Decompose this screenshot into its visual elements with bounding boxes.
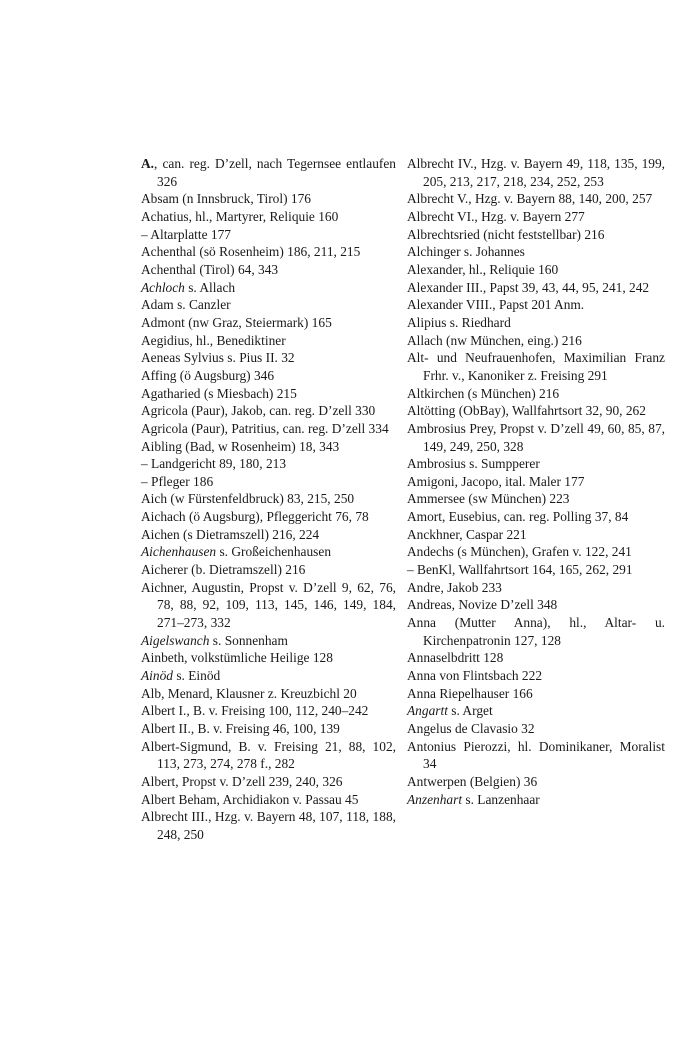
index-entry-text: Alt- und Neufrauenhofen, Maximilian Franz Frhr. v., Kanoniker z. Freising 291 <box>407 350 665 383</box>
index-entry <box>407 508 665 526</box>
index-entry <box>141 632 396 650</box>
index-entry-text: Albert-Sigmund, B. v. Freising 21, 88, 102, 113, 273, 274, 278 f., 282 <box>141 738 396 772</box>
index-entry <box>141 367 396 385</box>
index-entry-text: Amigoni, Jacopo, ital. Maler 177 <box>407 473 585 489</box>
index-entry-text: – Landgericht 89, 180, 213 <box>141 456 287 472</box>
index-entry-text: Achenthal (sö Rosenheim) 186, 211, 215 <box>141 244 361 260</box>
index-entry <box>141 667 396 685</box>
index-entry-text: Andechs (s München), Grafen v. 122, 241 <box>407 544 632 560</box>
index-column-right <box>407 155 665 808</box>
index-entry-headword: A. <box>141 156 155 171</box>
index-entry <box>141 720 396 738</box>
index-entry-text: Andre, Jakob 233 <box>407 579 502 595</box>
index-entry-text: Aegidius, hl., Benediktiner <box>141 332 286 348</box>
index-entry-text: Alb, Menard, Klausner z. Kreuzbichl 20 <box>141 685 357 701</box>
index-entry <box>407 332 665 350</box>
index-entry <box>407 791 665 809</box>
index-entry <box>407 667 665 685</box>
index-entry <box>141 773 396 791</box>
index-entry <box>141 208 396 226</box>
index-entry <box>141 438 396 456</box>
index-entry-text: Angelus de Clavasio 32 <box>407 721 535 736</box>
index-entry-text: , can. reg. D’zell, nach Tegernsee entlaufen 326 <box>154 156 396 189</box>
index-entry <box>407 579 665 597</box>
index-entry <box>141 455 396 473</box>
index-entry-headword: Achloch <box>141 279 185 295</box>
index-entry-text: Achenthal (Tirol) 64, 343 <box>141 261 279 277</box>
index-entry-text: Alexander, hl., Reliquie 160 <box>407 261 559 277</box>
index-entry-text: s. Einöd <box>173 668 221 684</box>
index-entry-text: Adam s. Canzler <box>141 297 231 313</box>
index-entry-headword: Ainöd <box>141 668 173 684</box>
index-entry <box>141 349 396 367</box>
index-entry-text: Ambrosius Prey, Propst v. D’zell 49, 60, 85, 87, 149, 249, 250, 328 <box>407 420 665 454</box>
index-entry <box>141 490 396 508</box>
index-entry-headword: Aichenhausen <box>141 544 217 560</box>
index-entry <box>407 614 665 649</box>
index-entry <box>141 226 396 244</box>
index-entry-headword: Aigelswanch <box>141 632 210 648</box>
index-column-left <box>141 155 396 844</box>
index-entry <box>407 296 665 314</box>
index-entry <box>407 561 665 579</box>
index-entry-text: s. Lanzenhaar <box>462 791 540 807</box>
index-entry-text: Anna Riepelhauser 166 <box>407 685 533 701</box>
index-entry <box>141 385 396 403</box>
index-entry <box>407 720 665 738</box>
index-entry <box>407 649 665 667</box>
index-entry-text: Anna von Flintsbach 222 <box>407 668 543 684</box>
index-entry-text: Aichach (ö Augsburg), Pfleggericht 76, 78 <box>141 509 369 525</box>
index-entry <box>407 543 665 561</box>
index-entry <box>407 596 665 614</box>
index-entry <box>407 685 665 703</box>
index-entry <box>407 226 665 244</box>
index-entry <box>407 402 665 420</box>
index-entry-text: s. Allach <box>184 279 236 295</box>
index-entry-text: Alipius s. Riedhard <box>407 314 511 330</box>
index-entry <box>407 420 665 455</box>
index-entry <box>407 155 665 190</box>
index-entry-text: Annaselbdritt 128 <box>407 650 504 666</box>
index-entry <box>141 243 396 261</box>
index-entry <box>141 190 396 208</box>
index-entry-text: Anna (Mutter Anna), hl., Altar- u. Kirchenpatronin 127, 128 <box>407 615 665 648</box>
index-entry-text: – Pfleger 186 <box>141 473 214 489</box>
index-entry <box>141 579 396 632</box>
index-entry <box>141 543 396 561</box>
index-entry <box>141 261 396 279</box>
index-entry <box>141 155 396 190</box>
index-entry-text: Ainbeth, volkstümliche Heilige 128 <box>141 650 333 666</box>
index-entry-text: Albert II., B. v. Freising 46, 100, 139 <box>141 721 340 736</box>
index-entry-text: s. Arget <box>447 703 493 719</box>
index-entry <box>407 473 665 491</box>
index-entry-headword: Anzenhart <box>407 791 463 807</box>
index-entry <box>407 190 665 208</box>
index-entry-text: Ammersee (sw München) 223 <box>407 491 570 507</box>
index-entry <box>407 349 665 384</box>
index-entry <box>141 561 396 579</box>
index-entry-text: Antwerpen (Belgien) 36 <box>407 773 538 789</box>
index-entry <box>141 402 396 420</box>
index-entry-text: Anckhner, Caspar 221 <box>407 526 527 542</box>
index-entry-text: Albrechtsried (nicht feststellbar) 216 <box>407 226 605 242</box>
index-entry <box>141 649 396 667</box>
index-entry-text: Andreas, Novize D’zell 348 <box>407 597 558 613</box>
index-entry-text: Aicherer (b. Dietramszell) 216 <box>141 562 306 578</box>
index-entry <box>141 526 396 544</box>
index-entry <box>141 314 396 332</box>
index-entry-text: Albrecht III., Hzg. v. Bayern 48, 107, 118, 188, 248, 250 <box>141 809 396 842</box>
index-entry <box>141 296 396 314</box>
index-entry <box>407 738 665 773</box>
index-entry <box>407 490 665 508</box>
index-entry <box>141 332 396 350</box>
index-entry-text: Achatius, hl., Martyrer, Reliquie 160 <box>141 208 339 224</box>
index-entry-headword: Angartt <box>407 703 448 719</box>
index-entry-text: Albert I., B. v. Freising 100, 112, 240–242 <box>141 703 369 719</box>
index-entry-text: Allach (nw München, eing.) 216 <box>407 332 582 348</box>
index-entry-text: Albrecht VI., Hzg. v. Bayern 277 <box>407 208 585 224</box>
index-entry <box>141 685 396 703</box>
index-entry <box>141 279 396 297</box>
index-entry <box>407 455 665 473</box>
index-entry-text: Altötting (ObBay), Wallfahrtsort 32, 90, 262 <box>407 403 646 419</box>
index-entry-text: Aich (w Fürstenfeldbruck) 83, 215, 250 <box>141 491 355 507</box>
index-entry <box>407 526 665 544</box>
index-entry <box>407 702 665 720</box>
index-entry-text: Albrecht V., Hzg. v. Bayern 88, 140, 200, 257 <box>407 191 653 207</box>
index-entry-text: Alchinger s. Johannes <box>407 244 525 260</box>
index-entry <box>407 279 665 297</box>
index-entry <box>407 314 665 332</box>
index-entry-text: Agricola (Paur), Jakob, can. reg. D’zell 330 <box>141 403 376 419</box>
index-entry-text: Albert Beham, Archidiakon v. Passau 45 <box>141 791 359 807</box>
index-entry <box>407 261 665 279</box>
index-entry-text: Aichner, Augustin, Propst v. D’zell 9, 62, 76, 78, 88, 92, 109, 113, 145, 146, 149, 184, 271–273, 332 <box>141 579 396 631</box>
index-entry <box>141 508 396 526</box>
index-entry <box>407 773 665 791</box>
index-entry-text: s. Großeichenhausen <box>216 544 332 560</box>
index-entry-text: Ambrosius s. Sumpperer <box>407 456 540 472</box>
index-entry <box>141 702 396 720</box>
index-entry-text: Alexander III., Papst 39, 43, 44, 95, 241, 242 <box>407 279 650 295</box>
index-entry-text: Affing (ö Augsburg) 346 <box>141 367 275 383</box>
index-entry <box>141 473 396 491</box>
index-entry-text: Admont (nw Graz, Steiermark) 165 <box>141 314 332 330</box>
index-entry-text: Aeneas Sylvius s. Pius II. 32 <box>141 350 295 366</box>
index-entry-text: Aibling (Bad, w Rosenheim) 18, 343 <box>141 438 340 454</box>
index-entry-text: Albert, Propst v. D’zell 239, 240, 326 <box>141 773 343 789</box>
index-entry-text: Antonius Pierozzi, hl. Dominikaner, Moralist 34 <box>407 738 665 772</box>
index-entry-text: Agricola (Paur), Patritius, can. reg. D’zell 334 <box>141 420 389 436</box>
index-entry-text: Alexander VIII., Papst 201 Anm. <box>407 297 585 313</box>
index-entry <box>141 420 396 438</box>
index-entry-text: Altkirchen (s München) 216 <box>407 385 560 401</box>
index-entry <box>141 738 396 773</box>
index-entry <box>407 243 665 261</box>
index-entry-text: – BenKl, Wallfahrtsort 164, 165, 262, 291 <box>407 562 633 578</box>
index-entry <box>407 208 665 226</box>
index-entry-text: Amort, Eusebius, can. reg. Polling 37, 84 <box>407 509 629 525</box>
index-entry <box>141 791 396 809</box>
index-entry-text: – Altarplatte 177 <box>141 226 231 242</box>
index-entry-text: s. Sonnenham <box>209 632 288 648</box>
index-entry-text: Agatharied (s Miesbach) 215 <box>141 385 297 401</box>
index-entry <box>407 385 665 403</box>
index-entry <box>141 808 396 843</box>
index-entry-text: Absam (n Innsbruck, Tirol) 176 <box>141 191 311 207</box>
index-entry-text: Aichen (s Dietramszell) 216, 224 <box>141 526 320 542</box>
index-entry-text: Albrecht IV., Hzg. v. Bayern 49, 118, 135, 199, 205, 213, 217, 218, 234, 252, 253 <box>407 156 665 189</box>
